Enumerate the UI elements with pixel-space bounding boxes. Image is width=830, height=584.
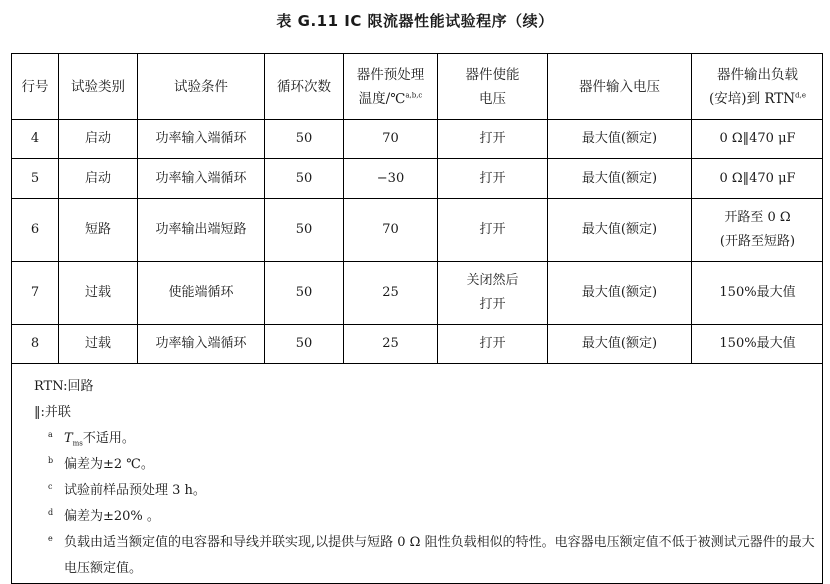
cell-input: 最大值(额定): [548, 325, 692, 364]
header-row: [12, 54, 824, 120]
cell-load: [692, 199, 824, 262]
note-rtn: RTN:回路: [34, 379, 94, 394]
cell-row-no: 6: [12, 199, 59, 262]
header-enable-line2: 电压: [479, 90, 506, 107]
cell-condition: 功率输入端循环: [138, 120, 265, 159]
header-output-load: [692, 54, 824, 120]
cell-temp: 25: [344, 325, 438, 364]
header-load-line2: (安培)到 RTN$^{d,e}$: [709, 90, 806, 107]
table-row: [12, 262, 824, 325]
cell-cycles: 50: [265, 159, 344, 199]
cell-load-line1: 开路至 0 Ω: [724, 210, 791, 225]
cell-enable-line1: 打开: [479, 170, 506, 186]
footnote-a-subscript: ms: [72, 439, 83, 448]
cell-condition: 功率输入端循环: [138, 325, 265, 364]
table-row: [12, 120, 824, 159]
cell-load-line2: (开路至短路): [719, 234, 796, 249]
cell-cycles: 50: [265, 199, 344, 262]
cell-category: 启动: [59, 159, 138, 199]
header-pretreat-temp: [344, 54, 438, 120]
footnote-a-text: 不适用。: [82, 431, 135, 446]
footnote-d: [34, 504, 822, 530]
footnote-d-mark: d: [48, 508, 54, 517]
cell-input: 最大值(额定): [548, 120, 692, 159]
footnote-e-mark: e: [48, 534, 53, 543]
header-load-sup: d,e: [795, 91, 806, 99]
footnote-c-mark: c: [48, 482, 53, 491]
footnote-d-text: 偏差为±20% 。: [64, 509, 160, 524]
header-test-category: 试验类别: [59, 54, 138, 120]
cell-enable-line1: 打开: [479, 336, 506, 351]
cell-condition: 功率输入端循环: [138, 159, 265, 199]
footnote-a: [34, 426, 822, 452]
header-enable-voltage: [438, 54, 548, 120]
note-parallel: ‖:并联: [34, 405, 71, 420]
cell-load: [692, 120, 824, 159]
cell-load: [692, 325, 824, 364]
cell-input: 最大值(额定): [548, 199, 692, 262]
cell-row-no: 4: [12, 120, 59, 159]
test-procedure-table: [11, 53, 823, 364]
cell-cycles: 50: [265, 325, 344, 364]
footnote-a-mark: a: [48, 430, 53, 439]
header-pretreat-line1: 器件预处理: [356, 66, 425, 83]
cell-row-no: 8: [12, 325, 59, 364]
cell-temp: −30: [344, 159, 438, 199]
cell-input: 最大值(额定): [548, 159, 692, 199]
cell-temp: 70: [344, 120, 438, 159]
cell-cycles: 50: [265, 120, 344, 159]
header-test-condition: 试验条件: [138, 54, 265, 120]
cell-enable-line1: 打开: [479, 131, 506, 146]
header-pretreat-sup: a,b,c: [405, 91, 423, 99]
header-input-voltage: 器件输入电压: [548, 54, 692, 120]
cell-condition: 功率输出端短路: [138, 199, 265, 262]
table-container: [11, 53, 823, 584]
table-caption: 表 G.11 IC 限流器性能试验程序（续）: [276, 12, 554, 30]
cell-enable-line2: 打开: [479, 297, 506, 312]
footnote-a-symbol: T: [64, 431, 73, 446]
cell-load-line1: 150%最大值: [719, 285, 796, 300]
cell-category: 启动: [59, 120, 138, 159]
cell-category: 过载: [59, 325, 138, 364]
footnote-b: [34, 452, 822, 478]
cell-enable: [438, 199, 548, 262]
cell-row-no: 7: [12, 262, 59, 325]
footnote-e-text: 负载由适当额定值的电容器和导线并联实现,以提供与短路 0 Ω 阻性负载相似的特性。电容器电压额定值不低于被测试元器件的最大电压额定值。: [64, 535, 815, 576]
cell-category: 短路: [59, 199, 138, 262]
cell-condition: 使能端循环: [138, 262, 265, 325]
header-cycles: 循环次数: [265, 54, 344, 120]
table-row: [12, 159, 824, 199]
header-pretreat-line2: 温度/℃$^{a,b,c}$: [358, 90, 423, 107]
cell-enable: [438, 262, 548, 325]
table-row: [12, 199, 824, 262]
cell-enable-line1: 关闭然后: [466, 273, 519, 288]
cell-row-no: 5: [12, 159, 59, 199]
cell-load: [692, 262, 824, 325]
footnote-b-mark: b: [48, 456, 54, 465]
table-notes: [12, 364, 822, 582]
table-row: [12, 325, 824, 364]
cell-load-line1: 0 Ω‖470 μF: [719, 131, 796, 146]
cell-enable: [438, 159, 548, 199]
header-load-line1: 器件输出负载: [717, 66, 798, 83]
footnote-b-text: 偏差为±2 ℃。: [64, 457, 154, 472]
footnote-e: [34, 530, 822, 582]
cell-temp: 25: [344, 262, 438, 325]
cell-temp: 70: [344, 199, 438, 262]
cell-enable: [438, 325, 548, 364]
footnote-c-text: 试验前样品预处理 3 h。: [64, 483, 206, 498]
header-enable-line1: 器件使能: [465, 66, 520, 83]
cell-load-line1: 150%最大值: [719, 336, 796, 351]
cell-load-line1: 0 Ω‖470 μF: [719, 170, 796, 186]
footnote-c: [34, 478, 822, 504]
cell-input: 最大值(额定): [548, 262, 692, 325]
cell-load: [692, 159, 824, 199]
header-row-no: 行号: [12, 54, 59, 120]
cell-enable-line1: 打开: [479, 222, 506, 237]
cell-category: 过载: [59, 262, 138, 325]
cell-enable: [438, 120, 548, 159]
cell-cycles: 50: [265, 262, 344, 325]
